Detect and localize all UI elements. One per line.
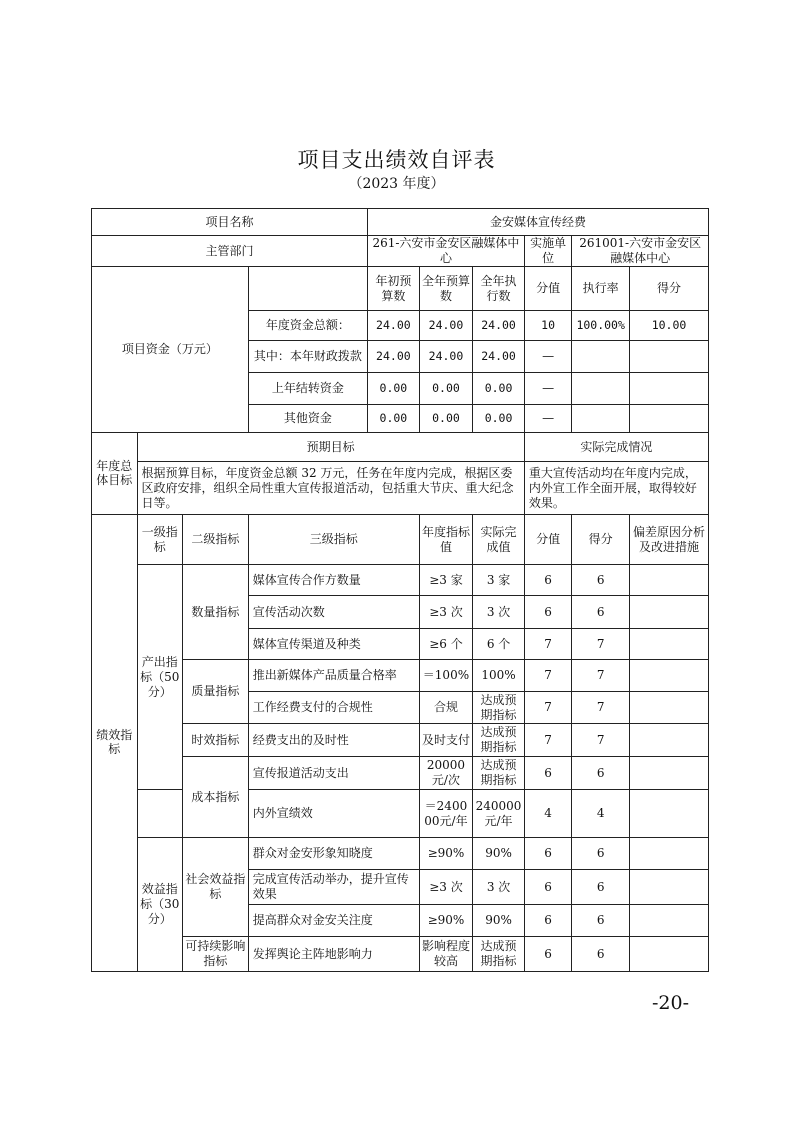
indicator-value: 6 — [524, 596, 572, 629]
indicator-name: 推出新媒体产品质量合格率 — [248, 660, 419, 692]
page-number: -20- — [652, 992, 690, 1014]
indicator-actual: 达成预期指标 — [473, 724, 525, 757]
indicator-actual: 达成预期指标 — [473, 692, 525, 724]
funds-label: 项目资金（万元） — [92, 267, 249, 433]
funds-score-value: — — [524, 341, 572, 373]
funds-executed: 0.00 — [473, 405, 525, 433]
indicator-target: 合规 — [419, 692, 473, 724]
indicator-target: 20000元/次 — [419, 757, 473, 790]
funds-executed: 24.00 — [473, 341, 525, 373]
funds-executed: 24.00 — [473, 311, 525, 341]
indicator-header: 偏差原因分析及改进措施 — [630, 515, 709, 565]
funds-rate — [572, 405, 630, 433]
level2-quantity: 数量指标 — [183, 565, 249, 660]
indicator-name: 提高群众对金安关注度 — [248, 905, 419, 937]
indicator-name: 发挥舆论主阵地影响力 — [248, 937, 419, 972]
indicator-score: 7 — [572, 660, 630, 692]
funds-executed: 0.00 — [473, 373, 525, 405]
indicator-name: 工作经费支付的合规性 — [248, 692, 419, 724]
indicator-note — [630, 724, 709, 757]
funds-annual: 0.00 — [419, 373, 473, 405]
goals-label: 年度总体目标 — [92, 433, 138, 515]
indicator-target: ≥3 次 — [419, 596, 473, 629]
indicator-name: 宣传报道活动支出 — [248, 757, 419, 790]
indicator-actual: 100% — [473, 660, 525, 692]
indicator-note — [630, 692, 709, 724]
funds-initial: 0.00 — [368, 405, 420, 433]
indicator-name: 媒体宣传渠道及种类 — [248, 629, 419, 660]
funds-score-value: — — [524, 405, 572, 433]
goals-expected-text: 根据预算目标，年度资金总额 32 万元，任务在年度内完成，根据区委区政府安排，组织全局性重大宣传报道活动，包括重大节庆、重大纪念日等。 — [137, 462, 524, 515]
goals-header-row — [92, 433, 709, 462]
funds-header: 得分 — [630, 267, 709, 311]
level1-benefit: 效益指标（30分） — [137, 838, 183, 972]
impl-label: 实施单位 — [524, 236, 572, 267]
funds-annual: 24.00 — [419, 341, 473, 373]
project-name-label: 项目名称 — [92, 209, 368, 236]
indicator-name: 完成宣传活动举办，提升宣传效果 — [248, 870, 419, 905]
funds-annual: 24.00 — [419, 311, 473, 341]
funds-initial: 24.00 — [368, 311, 420, 341]
performance-table — [91, 208, 709, 972]
indicator-value: 7 — [524, 660, 572, 692]
level2-social: 社会效益指标 — [183, 838, 249, 937]
indicators-header-row — [92, 515, 709, 565]
indicator-score: 6 — [572, 905, 630, 937]
funds-header: 执行率 — [572, 267, 630, 311]
indicator-actual: 达成预期指标 — [473, 937, 525, 972]
indicator-score: 6 — [572, 870, 630, 905]
funds-annual: 0.00 — [419, 405, 473, 433]
level2-timeliness: 时效指标 — [183, 724, 249, 757]
indicator-target: 影响程度较高 — [419, 937, 473, 972]
indicator-value: 6 — [524, 757, 572, 790]
project-name-row — [92, 209, 709, 236]
funds-score-value: — — [524, 373, 572, 405]
level1-output: 产出指标（50分） — [137, 565, 183, 790]
indicator-value: 7 — [524, 692, 572, 724]
indicator-value: 6 — [524, 905, 572, 937]
funds-row-label: 其他资金 — [248, 405, 367, 433]
indicator-row — [92, 724, 709, 757]
funds-score-value: 10 — [524, 311, 572, 341]
level2-quality: 质量指标 — [183, 660, 249, 724]
indicator-value: 6 — [524, 870, 572, 905]
impl-value: 261001-六安市金安区融媒体中心 — [572, 236, 709, 267]
indicator-score: 6 — [572, 565, 630, 596]
dept-value: 261-六安市金安区融媒体中心 — [368, 236, 525, 267]
indicator-name: 宣传活动次数 — [248, 596, 419, 629]
level1-blank — [137, 790, 183, 838]
funds-rate — [572, 373, 630, 405]
funds-header: 全年执行数 — [473, 267, 525, 311]
indicator-note — [630, 937, 709, 972]
indicator-actual: 3 次 — [473, 596, 525, 629]
indicator-name: 媒体宣传合作方数量 — [248, 565, 419, 596]
page-subtitle: （2023 年度） — [348, 176, 445, 192]
indicator-note — [630, 870, 709, 905]
indicator-target: ≥6 个 — [419, 629, 473, 660]
indicator-name: 内外宣绩效 — [248, 790, 419, 838]
indicator-header: 分值 — [524, 515, 572, 565]
indicator-actual: 达成预期指标 — [473, 757, 525, 790]
indicator-target: ≥3 次 — [419, 870, 473, 905]
indicator-header: 实际完成值 — [473, 515, 525, 565]
project-name-value: 金安媒体宣传经费 — [368, 209, 709, 236]
indicator-row — [92, 565, 709, 596]
funds-score: 10.00 — [630, 311, 709, 341]
indicator-score: 6 — [572, 937, 630, 972]
indicator-row — [92, 660, 709, 692]
indicator-note — [630, 565, 709, 596]
indicator-header: 年度指标值 — [419, 515, 473, 565]
funds-header: 分值 — [524, 267, 572, 311]
funds-rate — [572, 341, 630, 373]
level2-cost: 成本指标 — [183, 757, 249, 838]
funds-row-label: 上年结转资金 — [248, 373, 367, 405]
department-row — [92, 236, 709, 267]
indicator-note — [630, 596, 709, 629]
indicator-score: 6 — [572, 838, 630, 870]
funds-row-label: 年度资金总额： — [248, 311, 367, 341]
indicator-note — [630, 905, 709, 937]
indicator-target: ≥90% — [419, 905, 473, 937]
indicator-header: 得分 — [572, 515, 630, 565]
indicator-score: 7 — [572, 692, 630, 724]
indicator-value: 7 — [524, 724, 572, 757]
dept-label: 主管部门 — [92, 236, 368, 267]
indicator-header: 二级指标 — [183, 515, 249, 565]
goals-actual-text: 重大宣传活动均在年度内完成，内外宣工作全面开展，取得较好效果。 — [524, 462, 708, 515]
indicator-header: 一级指标 — [137, 515, 183, 565]
funds-header: 年初预算数 — [368, 267, 420, 311]
goals-actual-header: 实际完成情况 — [524, 433, 708, 462]
indicator-note — [630, 790, 709, 838]
indicator-note — [630, 757, 709, 790]
indicator-actual: 3 家 — [473, 565, 525, 596]
indicator-name: 群众对金安形象知晓度 — [248, 838, 419, 870]
level2-sustain: 可持续影响指标 — [183, 937, 249, 972]
indicator-actual: 6 个 — [473, 629, 525, 660]
funds-header-row — [92, 267, 709, 311]
indicator-target: ＝240000元/年 — [419, 790, 473, 838]
indicator-value: 6 — [524, 937, 572, 972]
indicator-actual: 90% — [473, 905, 525, 937]
funds-rate: 100.00% — [572, 311, 630, 341]
indicator-header: 三级指标 — [248, 515, 419, 565]
funds-score — [630, 373, 709, 405]
indicator-score: 6 — [572, 596, 630, 629]
indicator-score: 6 — [572, 757, 630, 790]
indicator-note — [630, 838, 709, 870]
indicator-actual: 240000元/年 — [473, 790, 525, 838]
indicator-target: ≥3 家 — [419, 565, 473, 596]
goals-content-row — [92, 462, 709, 515]
indicator-value: 7 — [524, 629, 572, 660]
indicator-value: 4 — [524, 790, 572, 838]
indicator-row — [92, 937, 709, 972]
indicator-name: 经费支出的及时性 — [248, 724, 419, 757]
funds-initial: 0.00 — [368, 373, 420, 405]
indicator-note — [630, 629, 709, 660]
indicator-actual: 90% — [473, 838, 525, 870]
indicator-score: 7 — [572, 629, 630, 660]
funds-header: 全年预算数 — [419, 267, 473, 311]
indicator-row — [92, 838, 709, 870]
funds-score — [630, 405, 709, 433]
goals-expected-header: 预期目标 — [137, 433, 524, 462]
indicator-target: ＝100% — [419, 660, 473, 692]
indicator-note — [630, 660, 709, 692]
indicator-actual: 3 次 — [473, 870, 525, 905]
indicator-row — [92, 757, 709, 790]
funds-score — [630, 341, 709, 373]
indicator-target: ≥90% — [419, 838, 473, 870]
indicators-label: 绩效指标 — [92, 515, 138, 972]
funds-header-blank — [248, 267, 367, 311]
indicator-score: 4 — [572, 790, 630, 838]
funds-row-label: 其中：本年财政拨款 — [248, 341, 367, 373]
funds-initial: 24.00 — [368, 341, 420, 373]
indicator-value: 6 — [524, 565, 572, 596]
page-title: 项目支出绩效自评表 — [297, 148, 496, 172]
indicator-target: 及时支付 — [419, 724, 473, 757]
indicator-score: 7 — [572, 724, 630, 757]
indicator-value: 6 — [524, 838, 572, 870]
